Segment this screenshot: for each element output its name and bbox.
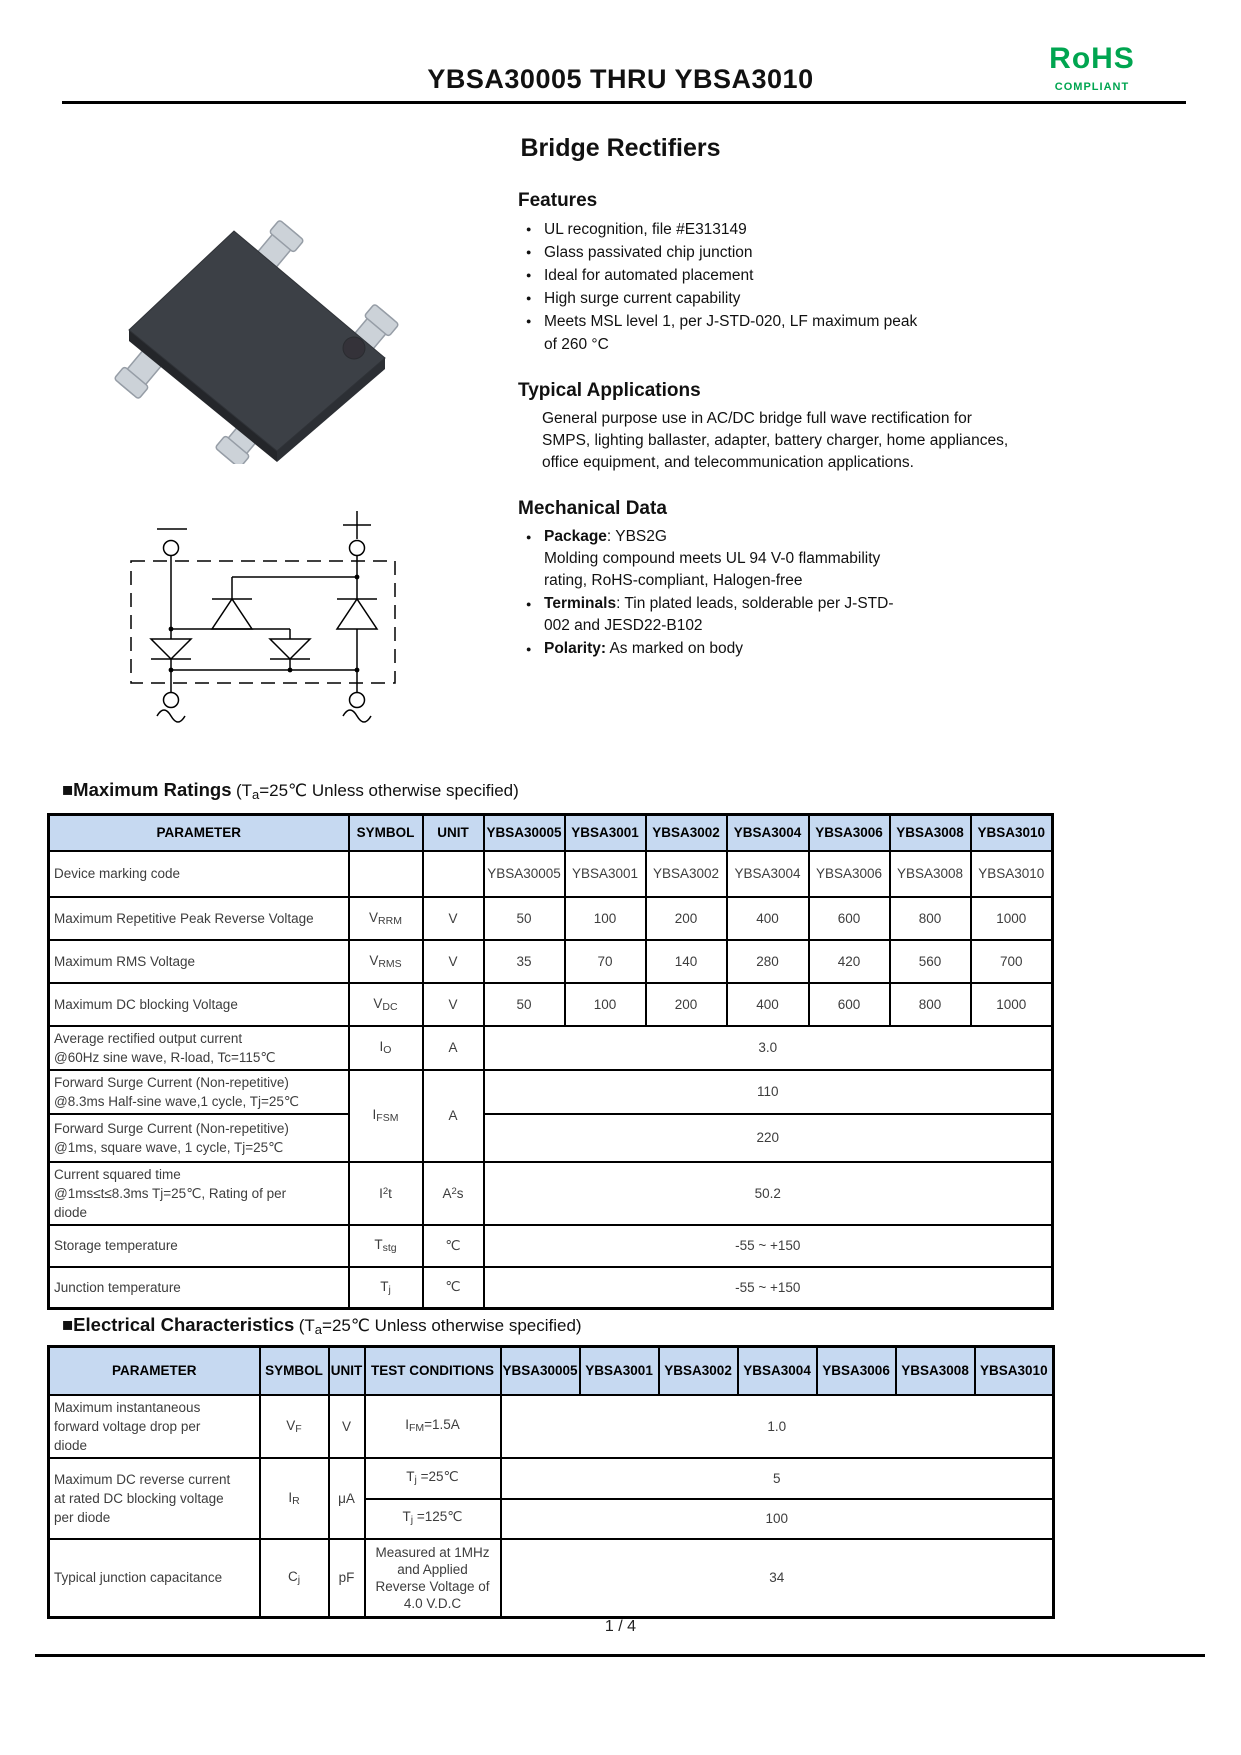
unit-cell: A — [423, 1070, 484, 1162]
value-cell-span: 34 — [501, 1539, 1054, 1618]
symbol-cell: IO — [349, 1026, 423, 1070]
table-row — [49, 1458, 1054, 1499]
value-cell: 1000 — [971, 983, 1053, 1026]
col-header: YBSA30005 — [501, 1347, 580, 1395]
bridge-schematic — [112, 462, 418, 728]
col-header: UNIT — [423, 815, 484, 851]
unit-cell: ℃ — [423, 1267, 484, 1309]
value-cell: YBSA3002 — [646, 851, 727, 897]
mechanical-continuation: Molding compound meets UL 94 V-0 flammability rating, RoHS-compliant, Halogen-free — [544, 550, 881, 589]
col-header: YBSA3008 — [896, 1347, 975, 1395]
feature-item — [518, 310, 919, 356]
bullet-icon: ● — [526, 270, 532, 280]
test-condition-cell: Tj =125℃ — [365, 1499, 501, 1539]
diode-right — [337, 599, 377, 629]
maximum-ratings-table — [47, 813, 1054, 1310]
col-header: PARAMETER — [49, 1347, 260, 1395]
value-cell: 600 — [809, 983, 890, 1026]
terminal-plus — [350, 541, 365, 556]
value-cell: 600 — [809, 897, 890, 940]
unit-cell: V — [329, 1395, 365, 1458]
col-header: SYMBOL — [260, 1347, 329, 1395]
value-cell: 800 — [890, 983, 971, 1026]
maximum-ratings-title-bold: ■Maximum Ratings — [62, 779, 232, 800]
mechanical-item-terminals — [518, 593, 904, 637]
value-cell: 200 — [646, 983, 727, 1026]
col-header: YBSA30005 — [484, 815, 565, 851]
unit-cell: A — [423, 1026, 484, 1070]
param-cell: Forward Surge Current (Non-repetitive) @8.3ms Half-sine wave,1 cycle, Tj=25℃ — [49, 1070, 349, 1114]
unit-cell: μA — [329, 1458, 365, 1539]
features-list — [518, 218, 1138, 356]
bullet-icon: ● — [526, 224, 532, 234]
value-cell: 800 — [890, 897, 971, 940]
symbol-cell: Tstg — [349, 1225, 423, 1267]
mechanical-text: As marked on body — [606, 640, 744, 657]
value-cell: YBSA30005 — [484, 851, 565, 897]
unit-cell: V — [423, 940, 484, 983]
document-title: YBSA30005 THRU YBSA3010 — [427, 64, 814, 94]
value-cell: YBSA3004 — [727, 851, 809, 897]
unit-cell: V — [423, 897, 484, 940]
value-cell: 700 — [971, 940, 1053, 983]
param-cell: Current squared time @1ms≤t≤8.3ms Tj=25℃, Rating of per diode — [49, 1162, 349, 1225]
param-cell: Typical junction capacitance — [49, 1539, 260, 1618]
param-cell: Storage temperature — [49, 1225, 349, 1267]
right-column — [518, 190, 1138, 661]
feature-text: Ideal for automated placement — [544, 267, 754, 284]
col-header: UNIT — [329, 1347, 365, 1395]
table-row — [49, 1070, 1053, 1114]
value-cell-span: 5 — [501, 1458, 1054, 1499]
value-cell-span: 110 — [484, 1070, 1053, 1114]
feature-text: High surge current capability — [544, 290, 741, 307]
value-cell: 280 — [727, 940, 809, 983]
col-header: YBSA3004 — [727, 815, 809, 851]
features-heading: Features — [518, 190, 598, 211]
feature-item — [518, 218, 919, 241]
symbol-cell: VRMS — [349, 940, 423, 983]
table-row — [49, 1267, 1053, 1309]
feature-item — [518, 264, 919, 287]
col-header: TEST CONDITIONS — [365, 1347, 501, 1395]
ac-sine-left — [157, 710, 185, 722]
feature-text: UL recognition, file #E313149 — [544, 221, 747, 238]
param-cell: Forward Surge Current (Non-repetitive) @1ms, square wave, 1 cycle, Tj=25℃ — [49, 1114, 349, 1162]
value-cell-span: 100 — [501, 1499, 1054, 1539]
table-row — [49, 1539, 1054, 1618]
feature-text: Meets MSL level 1, per J-STD-020, LF maximum peak of 260 °C — [544, 313, 918, 353]
terminal-minus — [164, 541, 179, 556]
value-cell-span: 3.0 — [484, 1026, 1053, 1070]
table-row — [49, 940, 1053, 983]
table-row — [49, 851, 1053, 897]
symbol-cell: VDC — [349, 983, 423, 1026]
col-header: YBSA3008 — [890, 815, 971, 851]
test-condition-cell: Tj =25℃ — [365, 1458, 501, 1499]
col-header: YBSA3001 — [565, 815, 646, 851]
value-cell: 50 — [484, 897, 565, 940]
value-cell-span: 50.2 — [484, 1162, 1053, 1225]
symbol-cell: $I^2t$ — [349, 1162, 423, 1225]
symbol-cell: Cj — [260, 1539, 329, 1618]
rohs-text: RoHS — [1049, 42, 1135, 75]
col-header: YBSA3010 — [975, 1347, 1054, 1395]
bullet-icon: ● — [526, 532, 532, 542]
mechanical-data-list — [518, 526, 1138, 660]
col-header: YBSA3006 — [817, 1347, 896, 1395]
table-row — [49, 1162, 1053, 1225]
electrical-characteristics-table — [47, 1345, 1055, 1619]
terminal-ac-left — [164, 693, 179, 708]
col-header: YBSA3010 — [971, 815, 1053, 851]
value-cell: YBSA3008 — [890, 851, 971, 897]
table-row — [49, 1026, 1053, 1070]
maximum-ratings-title — [62, 779, 519, 802]
value-cell: YBSA3001 — [565, 851, 646, 897]
symbol-cell: VRRM — [349, 897, 423, 940]
electrical-table-wrap — [47, 1345, 1055, 1619]
rohs-logo — [1022, 44, 1162, 93]
table-row — [49, 1225, 1053, 1267]
junction-dots — [169, 575, 360, 673]
test-condition-cell: IFM=1.5A — [365, 1395, 501, 1458]
diode-middle-bottom — [270, 639, 310, 659]
col-header: PARAMETER — [49, 815, 349, 851]
unit-cell: V — [423, 983, 484, 1026]
value-cell-span: -55 ~ +150 — [484, 1225, 1053, 1267]
mechanical-label: Terminals — [544, 595, 617, 612]
col-header: YBSA3002 — [646, 815, 727, 851]
mechanical-item-package — [518, 526, 904, 592]
symbol-cell — [349, 851, 423, 897]
page-subtitle: Bridge Rectifiers — [520, 134, 721, 162]
electrical-title-bold: ■Electrical Characteristics — [62, 1314, 295, 1335]
value-cell-span: -55 ~ +150 — [484, 1267, 1053, 1309]
unit-cell: $A^2s$ — [423, 1162, 484, 1225]
package-pin1-indent — [343, 337, 365, 359]
value-cell: YBSA3010 — [971, 851, 1053, 897]
maximum-ratings-table-wrap — [47, 813, 1054, 1310]
bridge-circuit-diagram — [112, 462, 418, 728]
value-cell-span: 1.0 — [501, 1395, 1054, 1458]
bullet-icon: ● — [526, 293, 532, 303]
package-photo — [92, 188, 428, 464]
feature-item — [518, 241, 919, 264]
col-header: SYMBOL — [349, 815, 423, 851]
package-3d-drawing — [92, 188, 428, 464]
value-cell: 100 — [565, 897, 646, 940]
header-divider — [62, 101, 1186, 104]
unit-cell: pF — [329, 1539, 365, 1618]
mechanical-item-polarity — [518, 638, 904, 660]
terminal-ac-right — [350, 693, 365, 708]
symbol-cell: IFSM — [349, 1070, 423, 1162]
param-cell: Maximum RMS Voltage — [49, 940, 349, 983]
bullet-icon: ● — [526, 644, 532, 654]
bullet-icon: ● — [526, 316, 532, 326]
value-cell: 560 — [890, 940, 971, 983]
param-cell: Maximum DC blocking Voltage — [49, 983, 349, 1026]
table-row — [49, 983, 1053, 1026]
value-cell: YBSA3006 — [809, 851, 890, 897]
value-cell: 200 — [646, 897, 727, 940]
electrical-condition: (Ta=25℃ Unless otherwise specified) — [298, 1316, 582, 1337]
mechanical-text: : YBS2G — [606, 528, 667, 545]
bullet-icon: ● — [526, 247, 532, 257]
diode-middle-top — [212, 599, 252, 629]
symbol-cell: Tj — [349, 1267, 423, 1309]
typical-applications-text: General purpose use in AC/DC bridge full wave rectification for SMPS, lighting ballaster, adapter, battery charger, home appliances, office equipment, and telecommunication applications. — [542, 410, 1009, 471]
typical-applications-heading: Typical Applications — [518, 380, 701, 401]
ac-sine-right — [343, 710, 371, 722]
feature-text: Glass passivated chip junction — [544, 244, 753, 261]
symbol-cell: IR — [260, 1458, 329, 1539]
col-header: YBSA3004 — [738, 1347, 817, 1395]
param-cell: Device marking code — [49, 851, 349, 897]
symbol-cell: VF — [260, 1395, 329, 1458]
value-cell: 400 — [727, 983, 809, 1026]
table-row — [49, 897, 1053, 940]
footer-divider — [35, 1654, 1205, 1657]
param-cell: Maximum DC reverse current at rated DC blocking voltage per diode — [49, 1458, 260, 1539]
maximum-ratings-condition: (Ta=25℃ Unless otherwise specified) — [235, 781, 519, 802]
unit-cell — [423, 851, 484, 897]
table-row — [49, 1395, 1054, 1458]
table-header-row — [49, 815, 1053, 851]
col-header: YBSA3002 — [659, 1347, 738, 1395]
mechanical-label: Package — [544, 528, 607, 545]
table-header-row — [49, 1347, 1054, 1395]
value-cell: 420 — [809, 940, 890, 983]
col-header: YBSA3006 — [809, 815, 890, 851]
mechanical-data-heading: Mechanical Data — [518, 498, 667, 519]
param-cell: Junction temperature — [49, 1267, 349, 1309]
value-cell: 140 — [646, 940, 727, 983]
electrical-characteristics-title — [62, 1314, 582, 1337]
value-cell: 70 — [565, 940, 646, 983]
value-cell: 50 — [484, 983, 565, 1026]
test-condition-cell: Measured at 1MHz and Applied Reverse Voltage of 4.0 V.D.C — [365, 1539, 501, 1618]
rohs-compliant-text: COMPLIANT — [1054, 81, 1130, 93]
value-cell: 400 — [727, 897, 809, 940]
param-cell: Average rectified output current @60Hz sine wave, R-load, Tc=115℃ — [49, 1026, 349, 1070]
value-cell-span: 220 — [484, 1114, 1053, 1162]
unit-cell: ℃ — [423, 1225, 484, 1267]
param-cell: Maximum Repetitive Peak Reverse Voltage — [49, 897, 349, 940]
value-cell: 35 — [484, 940, 565, 983]
value-cell: 100 — [565, 983, 646, 1026]
page-number: 1 / 4 — [604, 1618, 637, 1635]
param-cell: Maximum instantaneous forward voltage drop per diode — [49, 1395, 260, 1458]
diode-left — [151, 639, 191, 659]
feature-item — [518, 287, 919, 310]
bullet-icon: ● — [526, 599, 532, 609]
mechanical-label: Polarity: — [544, 640, 607, 657]
value-cell: 1000 — [971, 897, 1053, 940]
col-header: YBSA3001 — [580, 1347, 659, 1395]
table-row — [49, 1114, 1053, 1162]
mechanical-text: : Tin plated leads, solderable per J-STD-002 and JESD22-B102 — [544, 595, 894, 634]
